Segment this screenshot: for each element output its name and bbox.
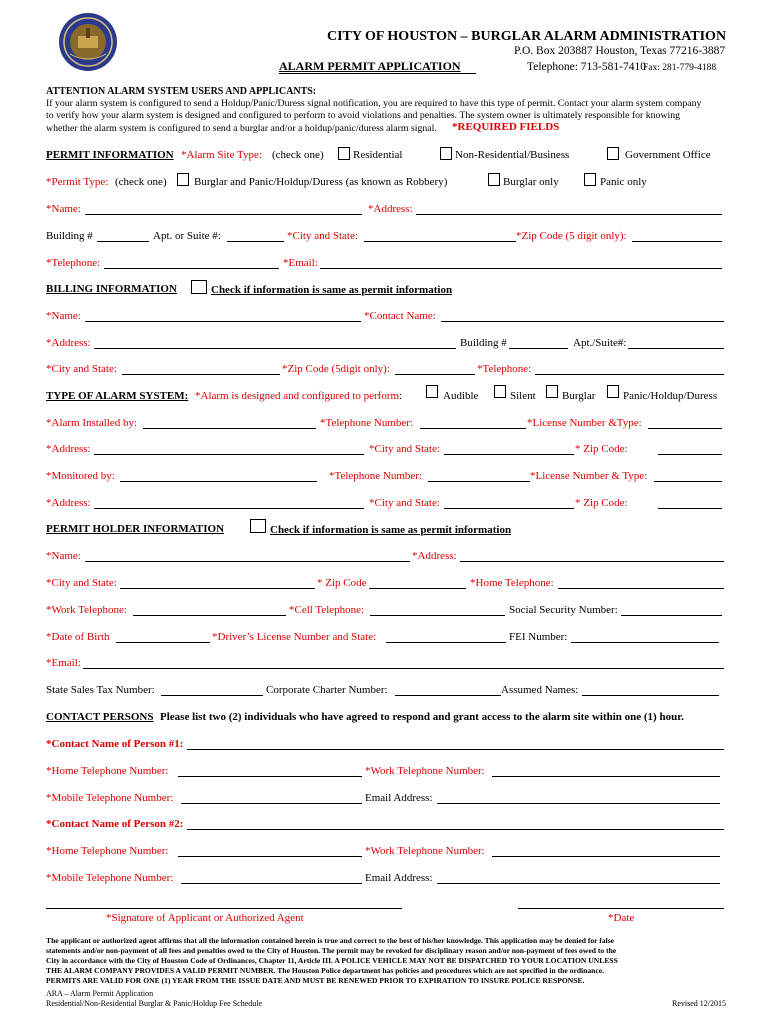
monitor-telephone-field[interactable] bbox=[428, 481, 530, 482]
holder-fei-field[interactable] bbox=[571, 642, 719, 643]
monitor-city-label: *City and State: bbox=[369, 497, 440, 509]
contact2-mobile-label: *Mobile Telephone Number: bbox=[46, 872, 174, 884]
contact1-email-label: Email Address: bbox=[365, 792, 433, 804]
billing-building-field[interactable] bbox=[509, 348, 568, 349]
monitor-city-field[interactable] bbox=[444, 508, 574, 509]
contact1-mobile-label: *Mobile Telephone Number: bbox=[46, 792, 174, 804]
billing-building-label: Building # bbox=[460, 337, 507, 349]
permit-type-label: *Permit Type: bbox=[46, 176, 109, 188]
billing-city-label: *City and State: bbox=[46, 363, 117, 375]
holder-dob-field[interactable] bbox=[116, 642, 210, 643]
footer-revised: Revised 12/2015 bbox=[672, 999, 726, 1008]
silent-checkbox[interactable] bbox=[494, 385, 506, 398]
permit-info-heading: PERMIT INFORMATION bbox=[46, 149, 174, 161]
holder-zip-label: * Zip Code bbox=[317, 577, 367, 589]
contact1-mobile-field[interactable] bbox=[181, 803, 362, 804]
monitored-by-field[interactable] bbox=[120, 481, 317, 482]
signature-label: *Signature of Applicant or Authorized Agent bbox=[106, 912, 304, 924]
installer-license-label: *License Number &Type: bbox=[527, 417, 642, 429]
burglar-label: Burglar bbox=[562, 390, 596, 402]
form-title: ALARM PERMIT APPLICATION bbox=[279, 59, 461, 73]
contact1-work-field[interactable] bbox=[492, 776, 720, 777]
site-type-label: *Alarm Site Type: bbox=[181, 149, 262, 161]
monitor-license-label: *License Number & Type: bbox=[530, 470, 648, 482]
burglar-panic-label: Burglar and Panic/Holdup/Duress (as known as Robbery) bbox=[194, 176, 448, 188]
holder-name-label: *Name: bbox=[46, 550, 81, 562]
contact1-home-label: *Home Telephone Number: bbox=[46, 765, 169, 777]
government-checkbox[interactable] bbox=[607, 147, 619, 160]
permit-apt-label: Apt. or Suite #: bbox=[153, 230, 221, 242]
holder-work-tel-label: *Work Telephone: bbox=[46, 604, 127, 616]
permit-city-label: *City and State: bbox=[287, 230, 358, 242]
alarm-designed-text: *Alarm is designed and configured to perform bbox=[195, 390, 400, 402]
permit-building-field[interactable] bbox=[97, 241, 149, 242]
permit-apt-field[interactable] bbox=[227, 241, 284, 242]
billing-name-field[interactable] bbox=[85, 321, 361, 322]
installer-city-field[interactable] bbox=[444, 454, 574, 455]
installer-address-field[interactable] bbox=[94, 454, 364, 455]
monitor-zip-label: * Zip Code: bbox=[575, 497, 628, 509]
affirmation-line-5: PERMITS ARE VALID FOR ONE (1) YEAR FROM THE ISSUE DATE AND MUST BE RENEWED PRIOR TO EXPIRATION TO INSURE POLICE RESPONSE. bbox=[46, 976, 585, 985]
installer-telephone-label: *Telephone Number: bbox=[320, 417, 414, 429]
non-residential-checkbox[interactable] bbox=[440, 147, 452, 160]
alarm-designed-colon: : bbox=[399, 390, 403, 402]
residential-checkbox[interactable] bbox=[338, 147, 350, 160]
contact1-home-field[interactable] bbox=[178, 776, 362, 777]
contact2-name-label: *Contact Name of Person #2: bbox=[46, 818, 184, 830]
agency-fax: Fax: 281-779-4188 bbox=[643, 63, 717, 73]
charter-field[interactable] bbox=[395, 695, 501, 696]
holder-city-label: *City and State: bbox=[46, 577, 117, 589]
contact1-name-label: *Contact Name of Person #1: bbox=[46, 738, 184, 750]
permit-telephone-field[interactable] bbox=[104, 268, 279, 269]
holder-name-field[interactable] bbox=[85, 561, 410, 562]
installer-license-field[interactable] bbox=[648, 428, 722, 429]
alarm-designed-label bbox=[195, 390, 402, 403]
panic-holdup-checkbox[interactable] bbox=[607, 385, 619, 398]
contact2-home-label: *Home Telephone Number: bbox=[46, 845, 169, 857]
attention-text-3: whether the alarm system is configured to send a burglar and/or a holdup/panic/duress alarm signal. bbox=[46, 123, 437, 134]
monitor-address-field[interactable] bbox=[94, 508, 364, 509]
holder-home-tel-label: *Home Telephone: bbox=[470, 577, 554, 589]
holder-dl-label: *Driver’s License Number and State: bbox=[212, 631, 377, 643]
contact2-name-field[interactable] bbox=[187, 829, 724, 830]
monitor-license-field[interactable] bbox=[654, 481, 722, 482]
contact1-name-field[interactable] bbox=[187, 749, 724, 750]
burglar-only-checkbox[interactable] bbox=[488, 173, 500, 186]
residential-label: Residential bbox=[353, 149, 403, 161]
monitor-telephone-label: *Telephone Number: bbox=[329, 470, 423, 482]
holder-ssn-field[interactable] bbox=[621, 615, 722, 616]
billing-same-checkbox[interactable] bbox=[191, 280, 207, 294]
holder-work-tel-field[interactable] bbox=[133, 615, 286, 616]
city-seal-icon bbox=[58, 12, 118, 72]
billing-telephone-field[interactable] bbox=[535, 374, 724, 375]
billing-telephone-label: *Telephone: bbox=[477, 363, 532, 375]
monitored-by-label: *Monitored by: bbox=[46, 470, 115, 482]
alarm-type-heading: TYPE OF ALARM SYSTEM: bbox=[46, 390, 189, 402]
contact2-work-label: *Work Telephone Number: bbox=[365, 845, 485, 857]
burglar-only-label: Burglar only bbox=[503, 176, 559, 188]
attention-heading: ATTENTION ALARM SYSTEM USERS AND APPLICANTS: bbox=[46, 86, 317, 97]
agency-title: CITY OF HOUSTON – BURGLAR ALARM ADMINISTRATION bbox=[327, 29, 727, 44]
permit-building-label: Building # bbox=[46, 230, 93, 242]
holder-address-label: *Address: bbox=[412, 550, 457, 562]
burglar-panic-checkbox[interactable] bbox=[177, 173, 189, 186]
billing-address-label: *Address: bbox=[46, 337, 91, 349]
po-box: P.O. Box 203887 Houston, Texas 77216-3887 bbox=[514, 45, 726, 57]
permit-address-label: *Address: bbox=[368, 203, 413, 215]
contacts-instruction: Please list two (2) individuals who have agreed to respond and grant access to the alarm site within one (1) hour. bbox=[160, 711, 684, 723]
burglar-checkbox[interactable] bbox=[546, 385, 558, 398]
installed-by-label: *Alarm Installed by: bbox=[46, 417, 138, 429]
contact2-email-field[interactable] bbox=[437, 883, 720, 884]
panic-holdup-label: Panic/Holdup/Duress bbox=[623, 390, 718, 402]
silent-label: Silent bbox=[510, 390, 536, 402]
government-label: Government Office bbox=[625, 149, 711, 161]
installer-telephone-field[interactable] bbox=[420, 428, 526, 429]
permit-zip-field[interactable] bbox=[632, 241, 722, 242]
permit-name-field[interactable] bbox=[85, 214, 362, 215]
contact2-work-field[interactable] bbox=[492, 856, 720, 857]
signature-field[interactable] bbox=[46, 908, 402, 909]
date-label: *Date bbox=[608, 912, 635, 924]
contact2-email-label: Email Address: bbox=[365, 872, 433, 884]
affirmation-line-4: THE ALARM COMPANY PROVIDES A VALID PERMIT NUMBER. The Houston Police department has policies and procedures which are not specified in the ordinance. bbox=[46, 966, 605, 975]
billing-apt-field[interactable] bbox=[628, 348, 724, 349]
affirmation-line-2: statements and/or non-payment of all fees and penalties owed to the City of Houston. The permit may be revoked for disciplinary reason and/or non-payment of fees owed to the bbox=[46, 946, 617, 955]
holder-email-field[interactable] bbox=[83, 668, 724, 669]
billing-same-label: Check if information is same as permit information bbox=[211, 284, 453, 296]
holder-dl-field[interactable] bbox=[386, 642, 506, 643]
attention-text-1: If your alarm system is configured to send a Holdup/Panic/Duress signal notification, you are required to have this type of permit. Contact your alarm system company bbox=[46, 98, 702, 109]
non-residential-label: Non-Residential/Business bbox=[455, 149, 570, 161]
required-fields-note: *REQUIRED FIELDS bbox=[452, 121, 560, 133]
contact2-home-field[interactable] bbox=[178, 856, 362, 857]
date-field[interactable] bbox=[518, 908, 724, 909]
permit-name-label: *Name: bbox=[46, 203, 81, 215]
assumed-names-field[interactable] bbox=[582, 695, 719, 696]
site-type-hint: (check one) bbox=[272, 149, 324, 161]
billing-zip-field[interactable] bbox=[395, 374, 475, 375]
installer-zip-label: * Zip Code: bbox=[575, 443, 628, 455]
monitor-zip-field[interactable] bbox=[658, 508, 722, 509]
billing-apt-label: Apt./Suite#: bbox=[573, 337, 627, 349]
contact1-work-label: *Work Telephone Number: bbox=[365, 765, 485, 777]
billing-address-field[interactable] bbox=[94, 348, 456, 349]
permit-city-field[interactable] bbox=[364, 241, 516, 242]
holder-ssn-label: Social Security Number: bbox=[509, 604, 618, 616]
charter-label: Corporate Charter Number: bbox=[266, 684, 388, 696]
form-title-underline bbox=[279, 73, 476, 74]
billing-heading: BILLING INFORMATION bbox=[46, 283, 177, 295]
contacts-heading: CONTACT PERSONS bbox=[46, 711, 154, 723]
installer-city-label: *City and State: bbox=[369, 443, 440, 455]
footer-form-name: ARA – Alarm Permit Application bbox=[46, 989, 154, 998]
permit-telephone-label: *Telephone: bbox=[46, 257, 101, 269]
monitor-address-label: *Address: bbox=[46, 497, 91, 509]
billing-contact-field[interactable] bbox=[441, 321, 724, 322]
affirmation-line-1: The applicant or authorized agent affirms that all the information contained herein is true and correct to the best of his/her knowledge. This application may be denied for false bbox=[46, 936, 615, 945]
permit-email-field[interactable] bbox=[320, 268, 722, 269]
holder-heading: PERMIT HOLDER INFORMATION bbox=[46, 523, 225, 535]
contact1-email-field[interactable] bbox=[437, 803, 720, 804]
permit-address-field[interactable] bbox=[416, 214, 722, 215]
affirmation-line-3: City in accordance with the City of Houston Code of Ordinances, Chapter 11, Article III. A POLICE VEHICLE MAY NOT BE DISPATCHED TO YOUR LOCATION UNLESS bbox=[46, 956, 618, 965]
holder-city-field[interactable] bbox=[120, 588, 315, 589]
attention-text-2: to verify how your alarm system is designed and configured to perform to avoid violations and penalties. The system owner is ultimately responsible for knowing bbox=[46, 110, 681, 121]
sales-tax-field[interactable] bbox=[161, 695, 263, 696]
permit-type-hint: (check one) bbox=[115, 176, 167, 188]
installer-address-label: *Address: bbox=[46, 443, 91, 455]
audible-checkbox[interactable] bbox=[426, 385, 438, 398]
footer-fee-schedule: Residential/Non-Residential Burglar & Panic/Holdup Fee Schedule bbox=[46, 999, 263, 1008]
audible-label: Audible bbox=[443, 390, 479, 402]
holder-fei-label: FEI Number: bbox=[509, 631, 568, 643]
holder-email-label: *Email: bbox=[46, 657, 81, 669]
installer-zip-field[interactable] bbox=[658, 454, 722, 455]
holder-cell-tel-field[interactable] bbox=[370, 615, 505, 616]
agency-telephone: Telephone: 713-581-7410 bbox=[527, 61, 646, 73]
holder-same-label: Check if information is same as permit information bbox=[270, 524, 512, 536]
permit-zip-label: *Zip Code (5 digit only): bbox=[516, 230, 627, 242]
holder-dob-label: *Date of Birth bbox=[46, 631, 110, 643]
holder-home-tel-field[interactable] bbox=[558, 588, 724, 589]
holder-address-field[interactable] bbox=[460, 561, 724, 562]
billing-contact-label: *Contact Name: bbox=[364, 310, 436, 322]
permit-email-label: *Email: bbox=[283, 257, 318, 269]
holder-cell-tel-label: *Cell Telephone: bbox=[289, 604, 365, 616]
installed-by-field[interactable] bbox=[143, 428, 316, 429]
billing-name-label: *Name: bbox=[46, 310, 81, 322]
holder-same-checkbox[interactable] bbox=[250, 519, 266, 533]
panic-only-label: Panic only bbox=[600, 176, 647, 188]
billing-zip-label: *Zip Code (5digit only): bbox=[282, 363, 390, 375]
panic-only-checkbox[interactable] bbox=[584, 173, 596, 186]
billing-city-field[interactable] bbox=[122, 374, 280, 375]
holder-zip-field[interactable] bbox=[369, 588, 466, 589]
contact2-mobile-field[interactable] bbox=[181, 883, 362, 884]
assumed-names-label: Assumed Names: bbox=[501, 684, 579, 696]
sales-tax-label: State Sales Tax Number: bbox=[46, 684, 155, 696]
